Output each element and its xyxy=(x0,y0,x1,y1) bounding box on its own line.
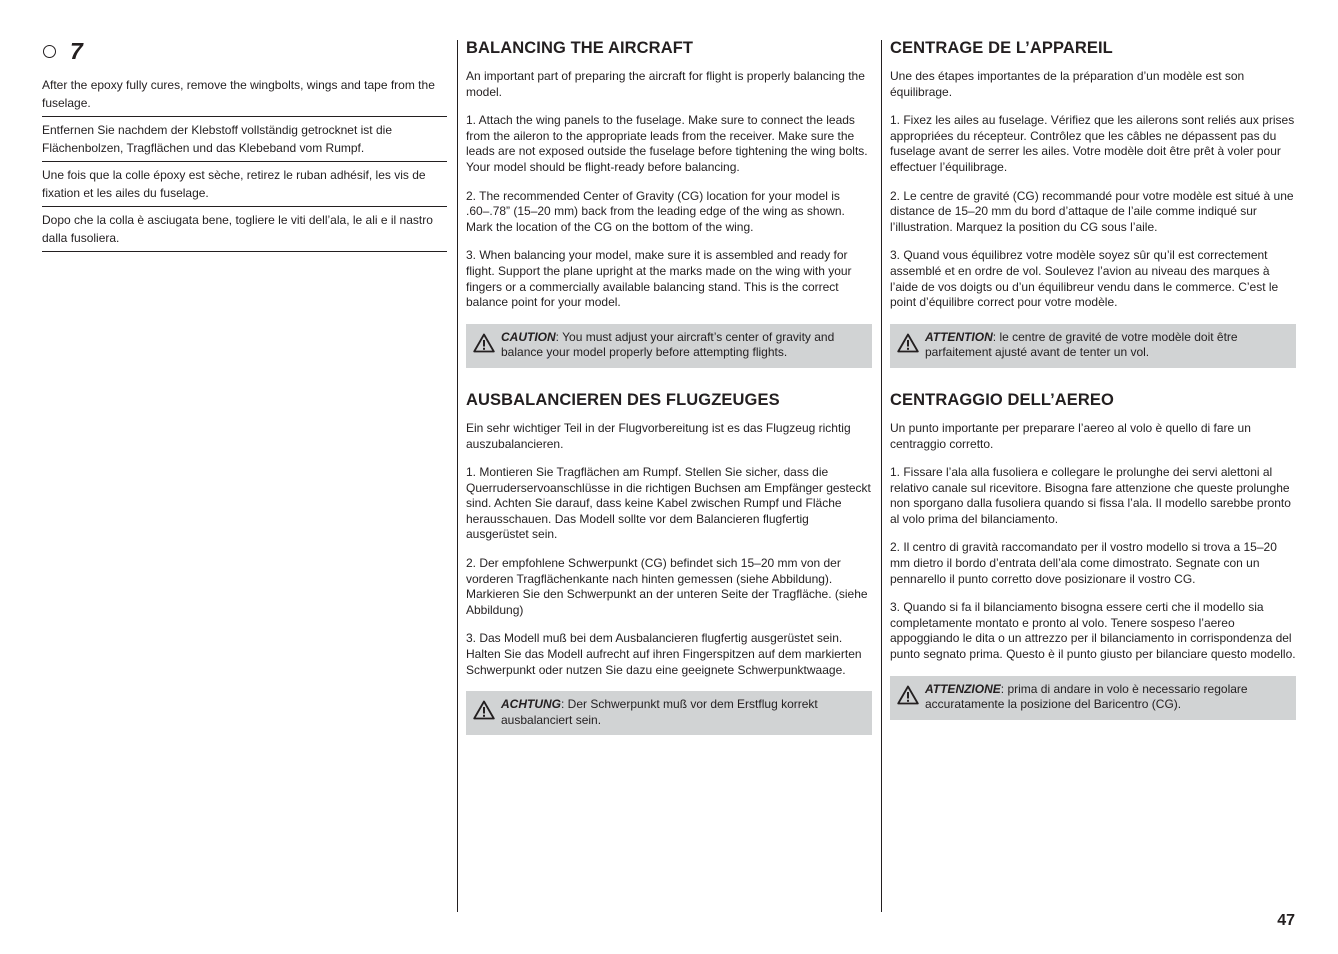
warning-body: : le centre de gravité de votre modèle doit être parfaitement ajusté avant de tenter un vol. xyxy=(925,329,1238,360)
section-title-fr: CENTRAGE DE L’APPAREIL xyxy=(890,39,1113,57)
section-it xyxy=(890,390,1296,720)
section-en xyxy=(466,38,872,368)
paragraph: 2. Der empfohlene Schwerpunkt (CG) befindet sich 15–20 mm von der vorderen Tragflächenkante nach hinten gemessen (siehe Abbildung). Markieren Sie den Schwerpunkt an der unteren Seite der Tragfläche. (siehe Abbildung) xyxy=(466,556,868,617)
caution-box xyxy=(890,676,1296,720)
paragraph: Un punto importante per preparare l’aereo al volo è quello di fare un centraggio corretto. xyxy=(890,420,1251,451)
warning-triangle-icon xyxy=(897,333,919,353)
caution-box xyxy=(466,691,872,735)
page-number: 47 xyxy=(1277,912,1295,929)
paragraph: 2. Il centro di gravità raccomandato per il vostro modello si trova a 15–20 mm dietro il bordo d’entrata dell’ala come dimostrato. Segnate con un pennarello il punto corretto dove posizionare il vostro CG. xyxy=(890,540,1277,586)
warning-text xyxy=(925,682,1288,713)
checkbox-circle-icon[interactable] xyxy=(43,45,56,58)
warning-triangle-icon xyxy=(473,700,495,720)
warning-body: : You must adjust your aircraft’s center of gravity and balance your model properly before attempting flights. xyxy=(501,329,835,360)
warning-label: ACHTUNG xyxy=(501,697,561,712)
section-title-de: AUSBALANCIEREN DES FLUGZEUGES xyxy=(466,390,780,409)
warning-triangle-icon xyxy=(897,685,919,705)
section-title-it: CENTRAGGIO DELL’AEREO xyxy=(890,390,1114,409)
warning-triangle-icon xyxy=(473,333,495,353)
warning-label: ATTENZIONE xyxy=(925,681,1001,696)
paragraph: An important part of preparing the aircraft for flight is properly balancing the model. xyxy=(466,69,865,99)
paragraph: 1. Attach the wing panels to the fuselage. Make sure to connect the leads from the aileron to the appropriate leads from the receiver. Make sure the leads are not exposed outside the fuselage before tightening the wing bolts. Your model should be flight-ready before balancing. xyxy=(466,113,868,174)
warning-body: : prima di andare in volo è necessario regolare accuratamente la posizione del Baricentro (CG). xyxy=(925,681,1248,712)
step-number: 7 xyxy=(70,38,83,64)
warning-label: ATTENTION xyxy=(925,329,993,344)
paragraph: 3. Quand vous équilibrez votre modèle soyez sûr qu’il est correctement assemblé et en ordre de vol. Soulevez l’avion au niveau des marques à l’aide de vos doigts ou d’un équilibreur vendu dans le commerce. C’est le point d’équilibre correct pour votre modèle. xyxy=(890,248,1279,310)
paragraph: 3. Quando si fa il bilanciamento bisogna essere certi che il modello sia completamente montato e pronto al volo. Tenere sospeso l’aereo appoggiando le dita o un attrezzo per il bilanciamento in corrispondenza del punto segnato prima. Questo è il punto giusto per bilanciare questo modello. xyxy=(890,600,1296,662)
step-instruction-en: After the epoxy fully cures, remove the wingbolts, wings and tape from the fuselage. xyxy=(42,73,447,117)
caution-box xyxy=(466,324,872,368)
warning-label: CAUTION xyxy=(501,329,556,344)
paragraph: 2. The recommended Center of Gravity (CG) location for your model is .60–.78” (15–20 mm) back from the leading edge of the wing as shown. Mark the location of the CG on the bottom of the wing. xyxy=(466,188,845,234)
section-fr xyxy=(890,38,1296,368)
section-de xyxy=(466,390,872,736)
paragraph: 1. Fixez les ailes au fuselage. Vérifiez que les ailerons sont reliés aux prises appropriées du récepteur. Contrôlez que les câbles ne dépassent pas du fuselage avant de serrer les ailes. Votre modèle doit être prêt à voler pour effectuer l’équilibrage. xyxy=(890,113,1295,174)
warning-body: : Der Schwerpunkt muß vor dem Erstflug korrekt ausbalanciert sein. xyxy=(501,697,818,727)
step-instruction-de: Entfernen Sie nachdem der Klebstoff vollständig getrocknet ist die Flächenbolzen, Tragflächen und das Klebeband vom Rumpf. xyxy=(42,117,447,162)
warning-text xyxy=(501,330,864,361)
column-divider xyxy=(881,40,882,912)
balancing-column-fr-it xyxy=(890,38,1296,742)
paragraph: 3. When balancing your model, make sure it is assembled and ready for flight. Support the plane upright at the marks made on the wing with your fingers or a commercially available balancing stand. This is the correct balance point for your model. xyxy=(466,248,852,310)
column-divider xyxy=(457,40,458,912)
paragraph: 3. Das Modell muß bei dem Ausbalancieren flugfertig ausgerüstet sein. Halten Sie das Modell aufrecht auf ihren Fingerspitzen auf dem markierten Schwerpunkt oder nutzen Sie dazu eine geeignete Schwerpunktwaage. xyxy=(466,631,862,677)
balancing-column-en-de xyxy=(466,38,872,757)
step-header xyxy=(42,38,447,64)
section-title-en: BALANCING THE AIRCRAFT xyxy=(466,39,694,57)
paragraph: Ein sehr wichtiger Teil in der Flugvorbereitung ist es das Flugzeug richtig auszubalancieren. xyxy=(466,420,851,451)
step-column xyxy=(42,38,447,252)
warning-text xyxy=(925,330,1288,361)
paragraph: 2. Le centre de gravité (CG) recommandé pour votre modèle est situé à une distance de 15–20 mm du bord d’attaque de l’aile comme indiqué sur l’illustration. Marquez la position du CG sous l’aile. xyxy=(890,188,1294,234)
paragraph: Une des étapes importantes de la préparation d’un modèle est son équilibrage. xyxy=(890,69,1245,99)
caution-box xyxy=(890,324,1296,368)
paragraph: 1. Fissare l’ala alla fusoliera e collegare le prolunghe dei servi alettoni al relativo canale sul ricevitore. Bisogna fare attenzione che queste prolunghe non sporgano dalla fusoliera quando si fissa l’ala. Il modello sarebbe pronto al volo prima del bilanciamento. xyxy=(890,465,1291,526)
warning-text xyxy=(501,697,864,728)
step-instruction-it: Dopo che la colla è asciugata bene, togliere le viti dell’ala, le ali e il nastro dalla fusoliera. xyxy=(42,207,447,252)
step-instruction-fr: Une fois que la colle époxy est sèche, retirez le ruban adhésif, les vis de fixation et les ailes du fuselage. xyxy=(42,162,447,207)
paragraph: 1. Montieren Sie Tragflächen am Rumpf. Stellen Sie sicher, dass die Querruderservoanschlüsse in die richtigen Buchsen am Empfänger gesteckt sind. Achten Sie darauf, dass keine Kabel zwischen Rumpf und Fläche herausschauen. Das Modell sollte vor dem Balancieren flugfertig ausgerüstet sein. xyxy=(466,465,871,542)
